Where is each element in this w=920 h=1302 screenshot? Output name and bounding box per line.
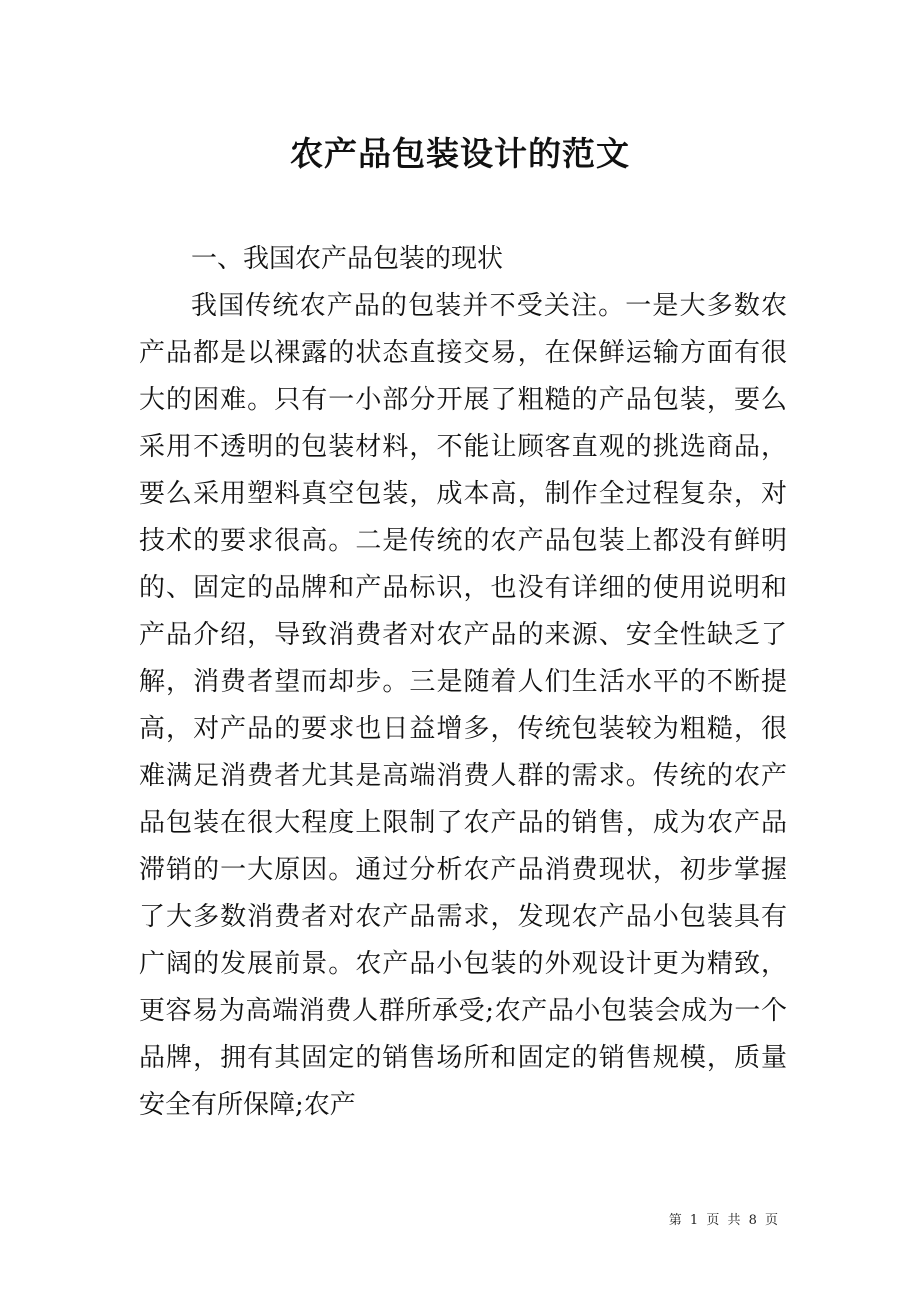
page-number-footer: 第 1 页 共 8 页	[668, 1213, 780, 1228]
section-heading: 一、我国农产品包装的现状	[191, 244, 504, 274]
document-body	[139, 236, 787, 1129]
document-title: 农产品包装设计的范文	[290, 134, 630, 173]
body-paragraph: 我国传统农产品的包装并不受关注。一是大多数农产品都是以裸露的状态直接交易，在保鲜运输方面有很大的困难。只有一小部分开展了粗糙的产品包装，要么采用不透明的包装材料，不能让顾客直观的挑选商品，要么采用塑料真空包装，成本高，制作全过程复杂，对技术的要求很高。二是传统的农产品包装上都没有鲜明的、固定的品牌和产品标识，也没有详细的使用说明和产品介绍，导致消费者对农产品的来源、安全性缺乏了解，消费者望而却步。三是随着人们生活水平的不断提高，对产品的要求也日益增多，传统包装较为粗糙，很难满足消费者尤其是高端消费人群的需求。传统的农产品包装在很大程度上限制了农产品的销售，成为农产品滞销的一大原因。通过分析农产品消费现状，初步掌握了大多数消费者对农产品需求，发现农产品小包装具有广阔的发展前景。农产品小包装的外观设计更为精致，更容易为高端消费人群所承受;农产品小包装会成为一个品牌，拥有其固定的销售场所和固定的销售规模，质量安全有所保障;农产	[139, 291, 787, 1120]
